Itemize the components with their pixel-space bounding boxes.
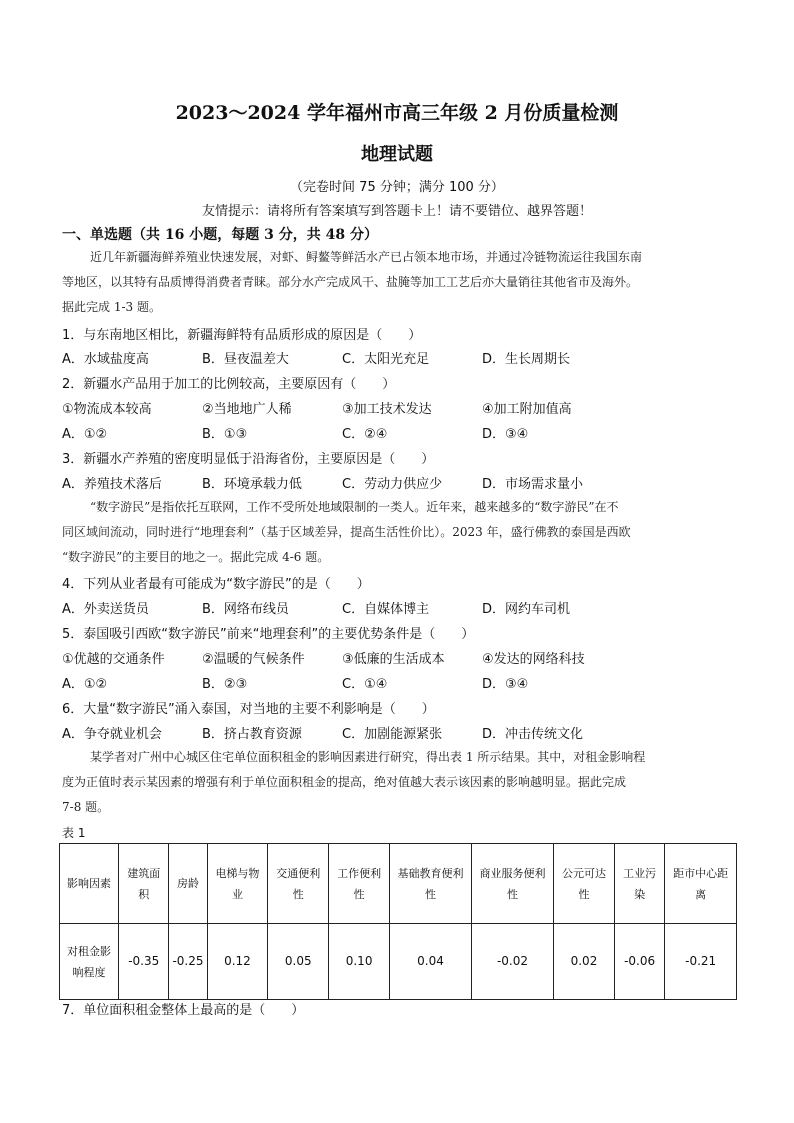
passage-line: 近几年新疆海鲜养殖业快速发展，对虾、鲟鳌等鲜活水产已占领本地市场，并通过冷链物流运往我国东南 bbox=[90, 250, 643, 264]
passage-3 bbox=[62, 745, 742, 820]
column-header: 工作便利性 bbox=[329, 844, 390, 924]
item-2: ②当地地广人稀 bbox=[202, 402, 292, 417]
item-3: ③低廉的生活成本 bbox=[342, 652, 445, 667]
section-heading: 一、单选题（共 16 小题，每题 3 分，共 48 分） bbox=[62, 227, 378, 243]
option-c: C．太阳光充足 bbox=[342, 352, 430, 367]
row-header-cell: 影响因素 bbox=[60, 844, 119, 924]
question-4-stem: 4．下列从业者最有可能成为“数字游民”的是（ ） bbox=[62, 577, 370, 592]
column-header: 建筑面积 bbox=[119, 844, 169, 924]
table-cell: -0.35 bbox=[119, 924, 169, 1000]
question-1-stem: 1．与东南地区相比，新疆海鲜特有品质形成的原因是（ ） bbox=[62, 328, 422, 343]
option-c: C．①④ bbox=[342, 677, 388, 692]
item-1: ①优越的交通条件 bbox=[62, 652, 165, 667]
option-d: D．③④ bbox=[482, 427, 529, 442]
column-header: 基础教育便利性 bbox=[390, 844, 472, 924]
option-b: B．环境承载力低 bbox=[202, 477, 302, 492]
option-c: C．劳动力供应少 bbox=[342, 477, 443, 492]
passage-line: 据此完成 1-3 题。 bbox=[62, 300, 161, 314]
table-caption: 表 1 bbox=[62, 826, 86, 840]
question-6-stem: 6．大量“数字游民”涌入泰国，对当地的主要不利影响是（ ） bbox=[62, 702, 435, 717]
column-header: 电梯与物业 bbox=[207, 844, 268, 924]
item-1: ①物流成本较高 bbox=[62, 402, 152, 417]
option-a: A．养殖技术落后 bbox=[62, 477, 162, 492]
table-cell: 0.12 bbox=[207, 924, 268, 1000]
column-header: 距市中心距离 bbox=[665, 844, 737, 924]
exam-info: （完卷时间 75 分钟；满分 100 分） bbox=[290, 180, 504, 195]
column-header: 公元可达性 bbox=[554, 844, 615, 924]
option-a: A．①② bbox=[62, 427, 108, 442]
subject-title: 地理试题 bbox=[361, 144, 433, 165]
option-b: B．网络布线员 bbox=[202, 602, 289, 617]
passage-line: 7-8 题。 bbox=[62, 800, 110, 814]
passage-2 bbox=[62, 495, 742, 570]
item-4: ④加工附加值高 bbox=[482, 402, 572, 417]
option-a: A．①② bbox=[62, 677, 108, 692]
option-b: B．挤占教育资源 bbox=[202, 727, 302, 742]
table-cell: 0.04 bbox=[390, 924, 472, 1000]
table-cell: -0.25 bbox=[169, 924, 207, 1000]
table-cell: -0.02 bbox=[471, 924, 553, 1000]
question-7-stem: 7．单位面积租金整体上最高的是（ ） bbox=[62, 1003, 305, 1018]
option-a: A．水域盐度高 bbox=[62, 352, 149, 367]
table-cell: -0.21 bbox=[665, 924, 737, 1000]
option-d: D．市场需求量小 bbox=[482, 477, 584, 492]
question-2-stem: 2．新疆水产品用于加工的比例较高，主要原因有（ ） bbox=[62, 377, 396, 392]
option-c: C．自媒体博主 bbox=[342, 602, 430, 617]
table-cell: 0.05 bbox=[268, 924, 329, 1000]
passage-line: 等地区，以其特有品质博得消费者青睐。部分水产完成风干、盐腌等加工工艺后亦大量销往其他省市及海外。 bbox=[62, 275, 639, 289]
passage-1 bbox=[62, 245, 742, 320]
question-3-stem: 3．新疆水产养殖的密度明显低于沿海省份，主要原因是（ ） bbox=[62, 452, 435, 467]
item-4: ④发达的网络科技 bbox=[482, 652, 585, 667]
option-b: B．①③ bbox=[202, 427, 248, 442]
item-3: ③加工技术发达 bbox=[342, 402, 432, 417]
option-d: D．③④ bbox=[482, 677, 529, 692]
option-d: D．冲击传统文化 bbox=[482, 727, 584, 742]
passage-line: 某学者对广州中心城区住宅单位面积租金的影响因素进行研究，得出表 1 所示结果。其中，对租金影响程 bbox=[90, 750, 646, 764]
option-b: B．②③ bbox=[202, 677, 248, 692]
passage-line: “数字游民”是指依托互联网，工作不受所处地域限制的一类人。近年来，越来越多的“数字游民”在不 bbox=[90, 500, 619, 514]
table-cell: 0.02 bbox=[554, 924, 615, 1000]
question-5-stem: 5．泰国吸引西欧“数字游民”前来“地理套利”的主要优势条件是（ ） bbox=[62, 627, 475, 642]
factor-table bbox=[59, 843, 737, 1000]
option-c: C．②④ bbox=[342, 427, 388, 442]
column-header: 工业污染 bbox=[614, 844, 664, 924]
passage-line: 度为正值时表示某因素的增强有利于单位面积租金的提高，绝对值越大表示该因素的影响越明显。据此完成 bbox=[62, 775, 627, 789]
table-header-row bbox=[60, 844, 737, 924]
passage-line: “数字游民”的主要目的地之一。据此完成 4-6 题。 bbox=[62, 550, 330, 564]
option-a: A．外卖送货员 bbox=[62, 602, 149, 617]
option-d: D．网约车司机 bbox=[482, 602, 571, 617]
option-c: C．加剧能源紧张 bbox=[342, 727, 443, 742]
option-a: A．争夺就业机会 bbox=[62, 727, 162, 742]
friendly-tip: 友情提示：请将所有答案填写到答题卡上！请不要错位、越界答题！ bbox=[201, 204, 592, 219]
item-2: ②温暖的气候条件 bbox=[202, 652, 305, 667]
table-row bbox=[60, 924, 737, 1000]
table-cell: 0.10 bbox=[329, 924, 390, 1000]
passage-line: 同区域间流动，同时进行“地理套利”（基于区域差异，提高生活性价比）。2023 年，盛行佛教的泰国是西欧 bbox=[62, 525, 631, 539]
option-b: B．昼夜温差大 bbox=[202, 352, 289, 367]
exam-title: 2023～2024 学年福州市高三年级 2 月份质量检测 bbox=[175, 102, 619, 124]
column-header: 交通便利性 bbox=[268, 844, 329, 924]
column-header: 房龄 bbox=[169, 844, 207, 924]
value-label-cell: 对租金影响程度 bbox=[60, 924, 119, 1000]
column-header: 商业服务便利性 bbox=[471, 844, 553, 924]
table-cell: -0.06 bbox=[614, 924, 664, 1000]
option-d: D．生长周期长 bbox=[482, 352, 571, 367]
